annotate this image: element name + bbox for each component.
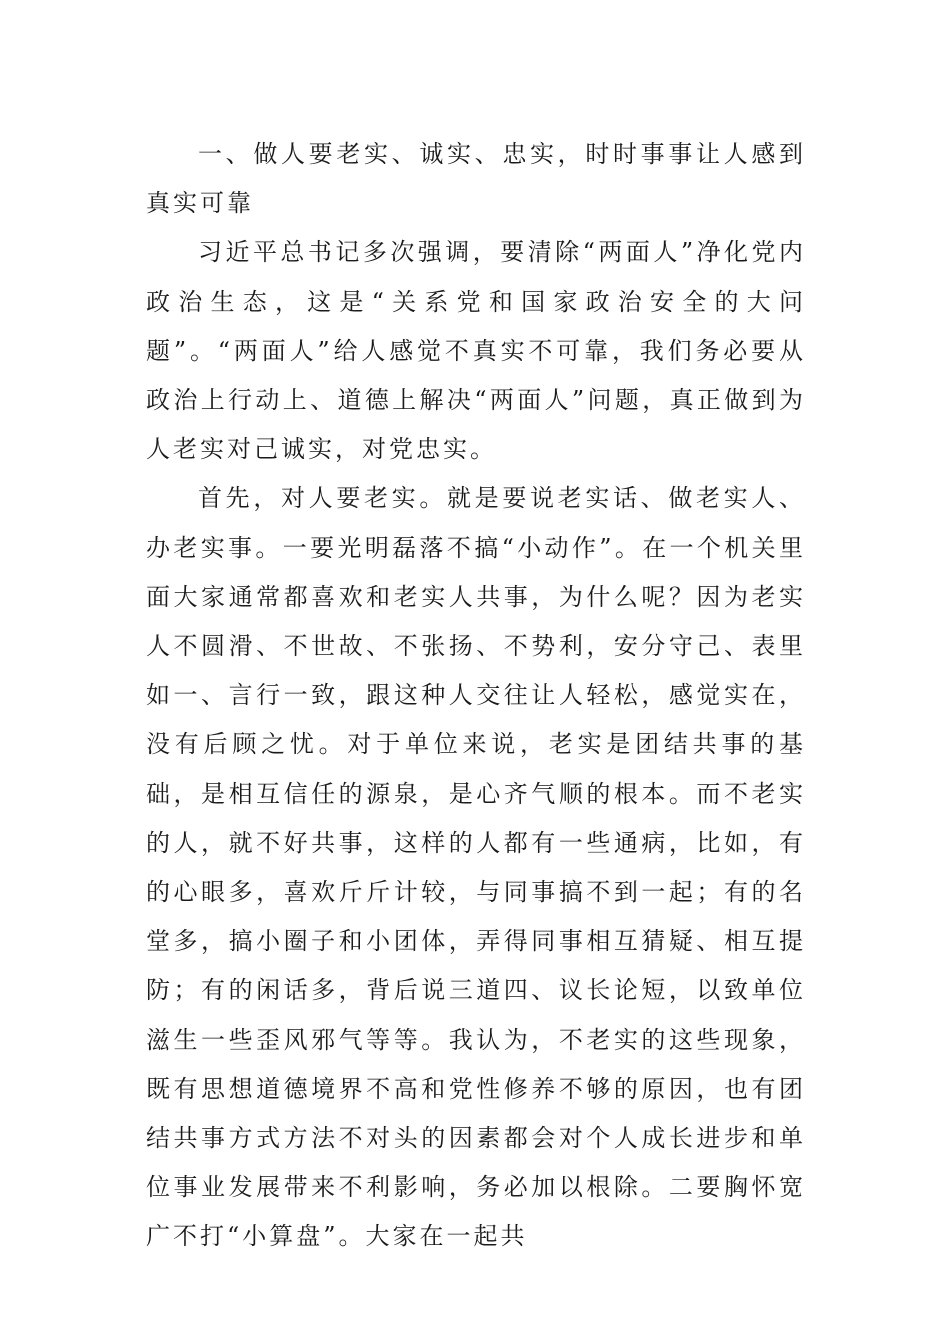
document-body	[146, 130, 806, 1262]
paragraph-1: 习近平总书记多次强调，要清除“两面人”净化党内政治生态，这是“关系党和国家政治安全的大问题”。“两面人”给人感觉不真实不可靠，我们务必要从政治上行动上、道德上解决“两面人”问题，真正做到为人老实对己诚实，对党忠实。	[146, 238, 806, 464]
paragraph-2: 首先，对人要老实。就是要说老实话、做老实人、办老实事。一要光明磊落不搞“小动作”。在一个机关里面大家通常都喜欢和老实人共事，为什么呢？因为老实人不圆滑、不世故、不张扬、不势利，安分守己、表里如一、言行一致，跟这种人交往让人轻松，感觉实在，没有后顾之忧。对于单位来说，老实是团结共事的基础，是相互信任的源泉，是心齐气顺的根本。而不老实的人，就不好共事，这样的人都有一些通病，比如，有的心眼多，喜欢斤斤计较，与同事搞不到一起；有的名堂多，搞小圈子和小团体，弄得同事相互猜疑、相互提防；有的闲话多，背后说三道四、议长论短，以致单位滋生一些歪风邪气等等。我认为，不老实的这些现象，既有思想道德境界不高和党性修养不够的原因，也有团结共事方式方法不对头的因素都会对个人成长进步和单位事业发展带来不利影响，务必加以根除。二要胸怀宽广不打“小算盘”。大家在一起共	[146, 484, 806, 1251]
section-heading: 一、做人要老实、诚实、忠实，时时事事让人感到真实可靠	[146, 140, 806, 218]
